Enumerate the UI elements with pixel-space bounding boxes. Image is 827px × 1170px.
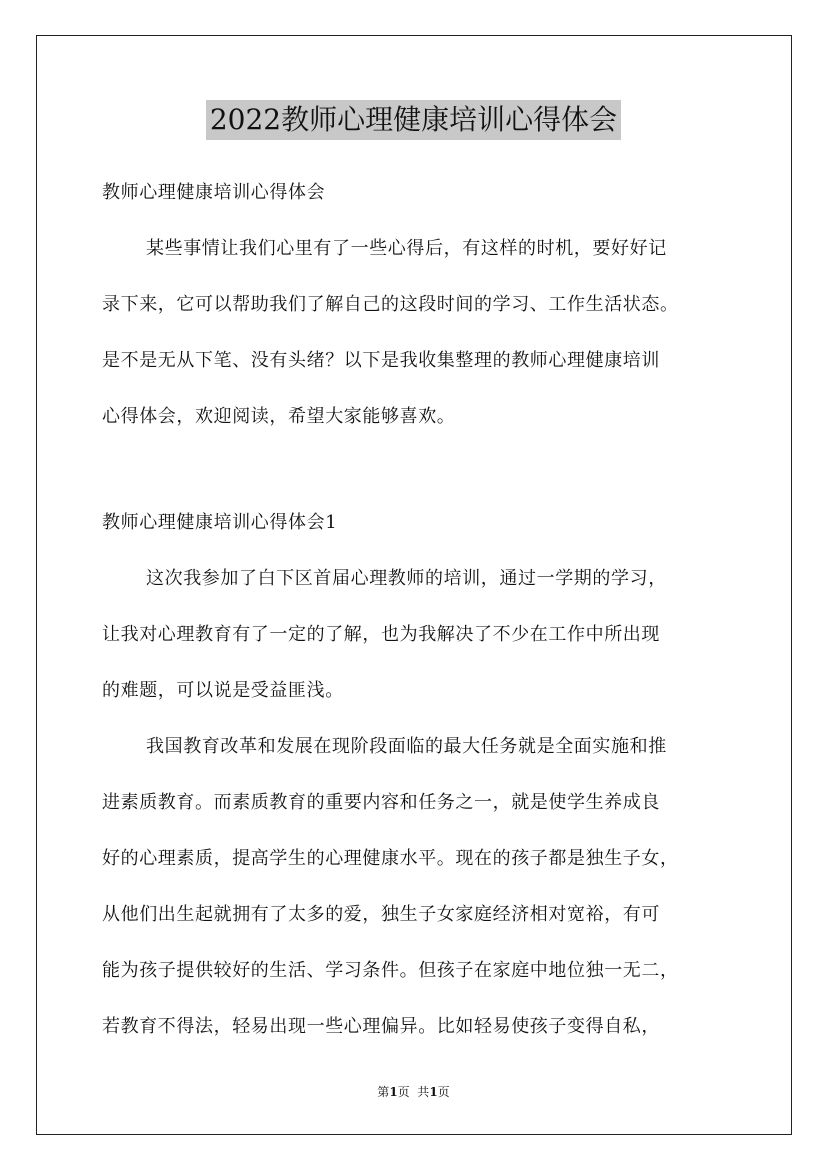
intro-line: 心得体会，欢迎阅读，希望大家能够喜欢。 — [102, 406, 456, 427]
page-total: 1 — [429, 1085, 438, 1099]
intro-line: 是不是无从下笔、没有头绪？以下是我收集整理的教师心理健康培训 — [102, 350, 660, 371]
document-title: 2022教师心理健康培训心得体会 — [206, 100, 621, 140]
intro-line: 某些事情让我们心里有了一些心得后，有这样的时机，要好好记 — [146, 238, 667, 259]
page-footer — [0, 1083, 827, 1100]
paragraph-line: 这次我参加了白下区首届心理教师的培训，通过一学期的学习， — [146, 568, 667, 589]
page-suffix: 页 — [437, 1085, 450, 1099]
paragraph-line: 能为孩子提供较好的生活、学习条件。但孩子在家庭中地位独一无二， — [102, 960, 679, 981]
paragraph-line: 的难题，可以说是受益匪浅。 — [102, 680, 344, 701]
paragraph-line: 若教育不得法，轻易出现一些心理偏异。比如轻易使孩子变得自私， — [102, 1016, 660, 1037]
intro-line: 录下来，它可以帮助我们了解自己的这段时间的学习、工作生活状态。 — [102, 294, 679, 315]
page-prefix: 第 — [377, 1085, 390, 1099]
page-mid: 页 共 — [397, 1085, 430, 1099]
paragraph-line: 我国教育改革和发展在现阶段面临的最大任务就是全面实施和推 — [146, 736, 667, 757]
paragraph-line: 从他们出生起就拥有了太多的爱，独生子女家庭经济相对宽裕，有可 — [102, 904, 660, 925]
paragraph-line: 让我对心理教育有了一定的了解，也为我解决了不少在工作中所出现 — [102, 624, 660, 645]
title-wrapper — [0, 100, 827, 140]
paragraph-line: 进素质教育。而素质教育的重要内容和任务之一，就是使学生养成良 — [102, 792, 660, 813]
page-current: 1 — [389, 1085, 398, 1099]
subtitle: 教师心理健康培训心得体会 — [102, 182, 326, 203]
section-gap — [102, 450, 727, 500]
document-body — [102, 170, 727, 1060]
paragraph-line: 好的心理素质，提高学生的心理健康水平。现在的孩子都是独生子女， — [102, 848, 679, 869]
section-heading: 教师心理健康培训心得体会1 — [102, 512, 338, 533]
